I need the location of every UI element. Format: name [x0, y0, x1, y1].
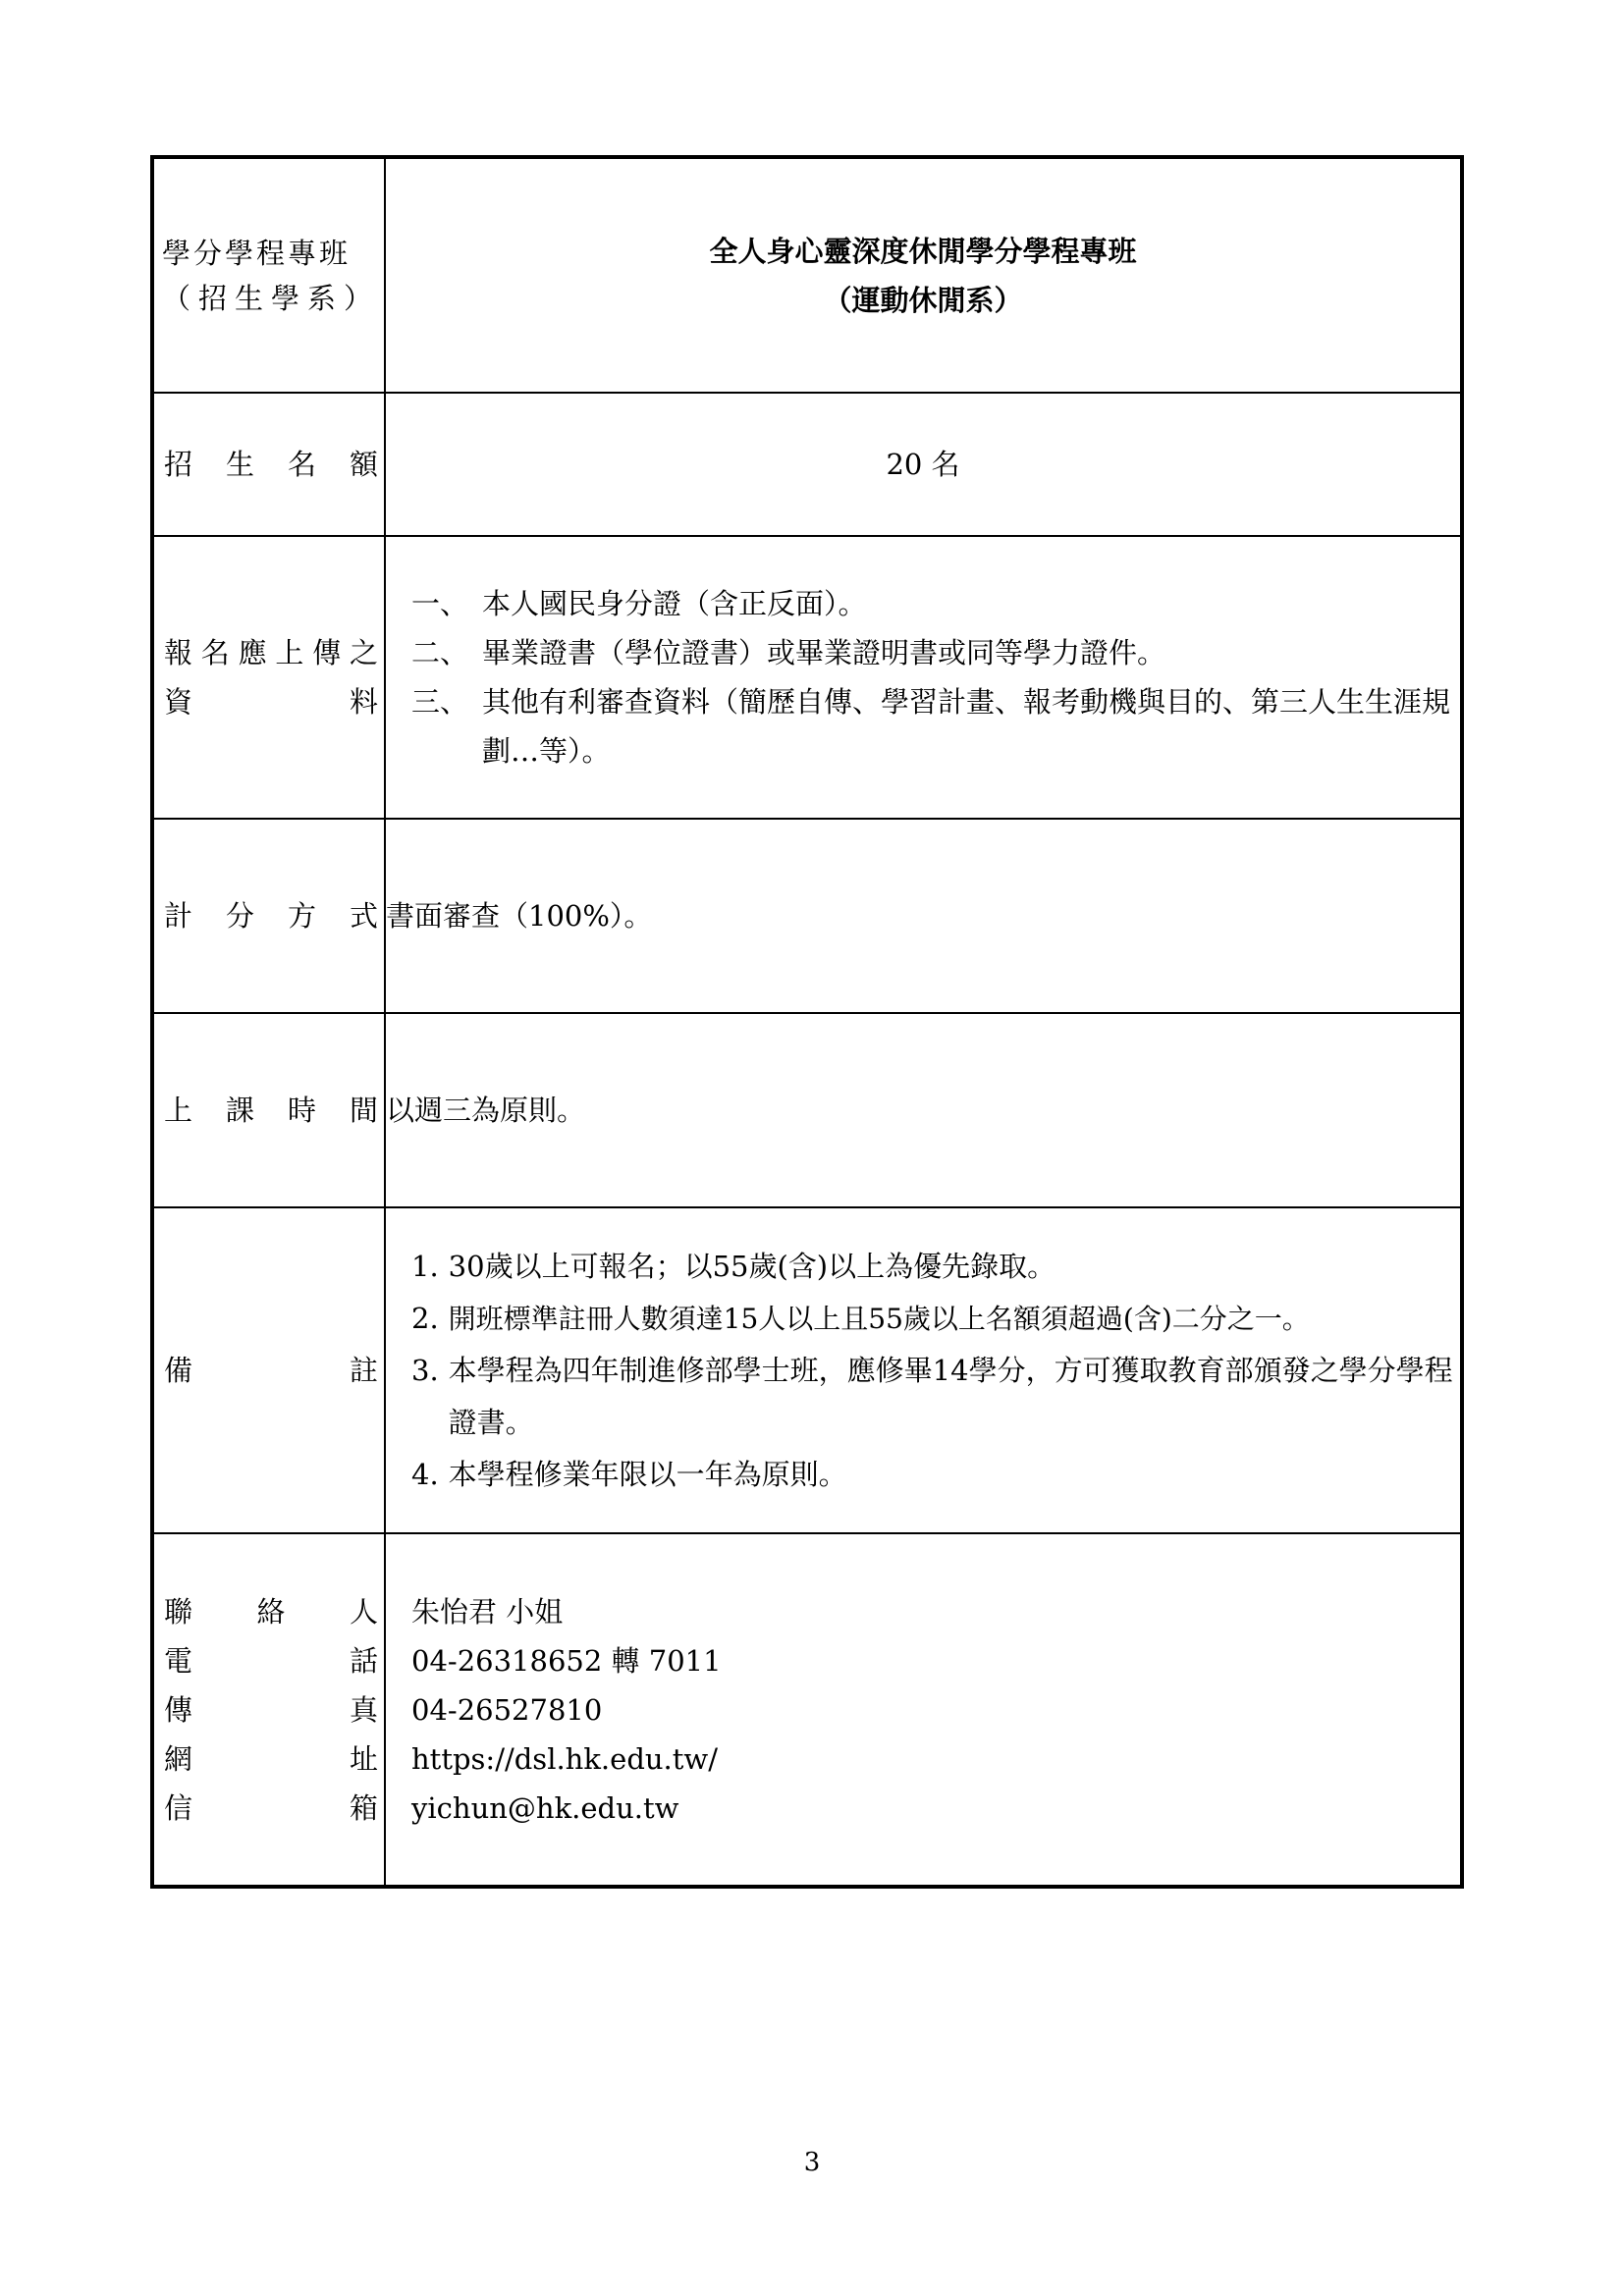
list-item: 一、 本人國民身分證（含正反面）。: [411, 587, 867, 620]
list-item: 2. 開班標準註冊人數須達15人以上且55歲以上名額須超過(含)二分之一。: [411, 1301, 1310, 1335]
contact-label-fax: 傳 真: [164, 1692, 378, 1727]
quota-label: 招 生 名 額: [164, 448, 378, 481]
contact-label-person: 聯 絡 人: [164, 1594, 378, 1629]
contact-fax: 04-26527810: [411, 1692, 603, 1727]
page-number: 3: [803, 2148, 821, 2177]
row-program: [152, 157, 1462, 393]
contact-phone: 04-26318652 轉 7011: [411, 1643, 722, 1678]
contact-person: 朱怡君 小姐: [411, 1594, 564, 1629]
row-notes: [152, 1207, 1462, 1533]
list-item: 1. 30歲以上可報名；以55歲(含)以上為優先錄取。: [411, 1249, 1056, 1283]
program-info-table: [150, 155, 1464, 1889]
list-item: 二、 畢業證書（學位證書）或畢業證明書或同等學力證件。: [411, 636, 1166, 669]
program-title: 全人身心靈深度休閒學分學程專班: [709, 234, 1137, 268]
contact-website-link[interactable]: https://dsl.hk.edu.tw/: [411, 1741, 719, 1776]
scoring-value: 書面審查（100%）。: [385, 819, 1462, 1013]
row-contact: [152, 1533, 1462, 1887]
contact-label-email: 信 箱: [164, 1790, 378, 1825]
row-scoring: [152, 819, 1462, 1013]
program-title-cell: [385, 157, 1462, 393]
list-item: 4. 本學程修業年限以一年為原則。: [411, 1457, 847, 1491]
contact-label-phone: 電 話: [164, 1643, 378, 1678]
quota-value: 20 名: [385, 393, 1462, 536]
upload-label: 報 名 應 上 傳 之 資 料: [164, 636, 378, 719]
row-quota: [152, 393, 1462, 536]
contact-labels: [154, 1587, 384, 1833]
program-label-cell: [152, 157, 385, 393]
list-item: 3. 本學程為四年制進修部學士班，應修畢14學分，方可獲取教育部頒發之學分學程證書。: [411, 1353, 1453, 1439]
upload-items-cell: [385, 536, 1462, 819]
notes-label: 備 註: [164, 1354, 378, 1387]
row-upload: [152, 536, 1462, 819]
program-label-line1: 學分學程專班: [162, 236, 352, 270]
contact-values-cell: [385, 1533, 1462, 1887]
list-item: 三、 其他有利審查資料（簡歷自傳、學習計畫、報考動機與目的、第三人生生涯規劃…等）。: [411, 685, 1451, 768]
contact-email-link[interactable]: yichun@hk.edu.tw: [411, 1790, 679, 1825]
notes-cell: [385, 1207, 1462, 1533]
schedule-value: 以週三為原則。: [385, 1013, 1462, 1207]
scoring-label: 計 分 方 式: [164, 899, 378, 933]
program-label-line2: （招生學系）: [162, 281, 381, 315]
program-department: （運動休閒系）: [823, 283, 1023, 317]
contact-label-website: 網 址: [164, 1741, 378, 1776]
row-schedule: [152, 1013, 1462, 1207]
schedule-label: 上 課 時 間: [164, 1094, 378, 1127]
